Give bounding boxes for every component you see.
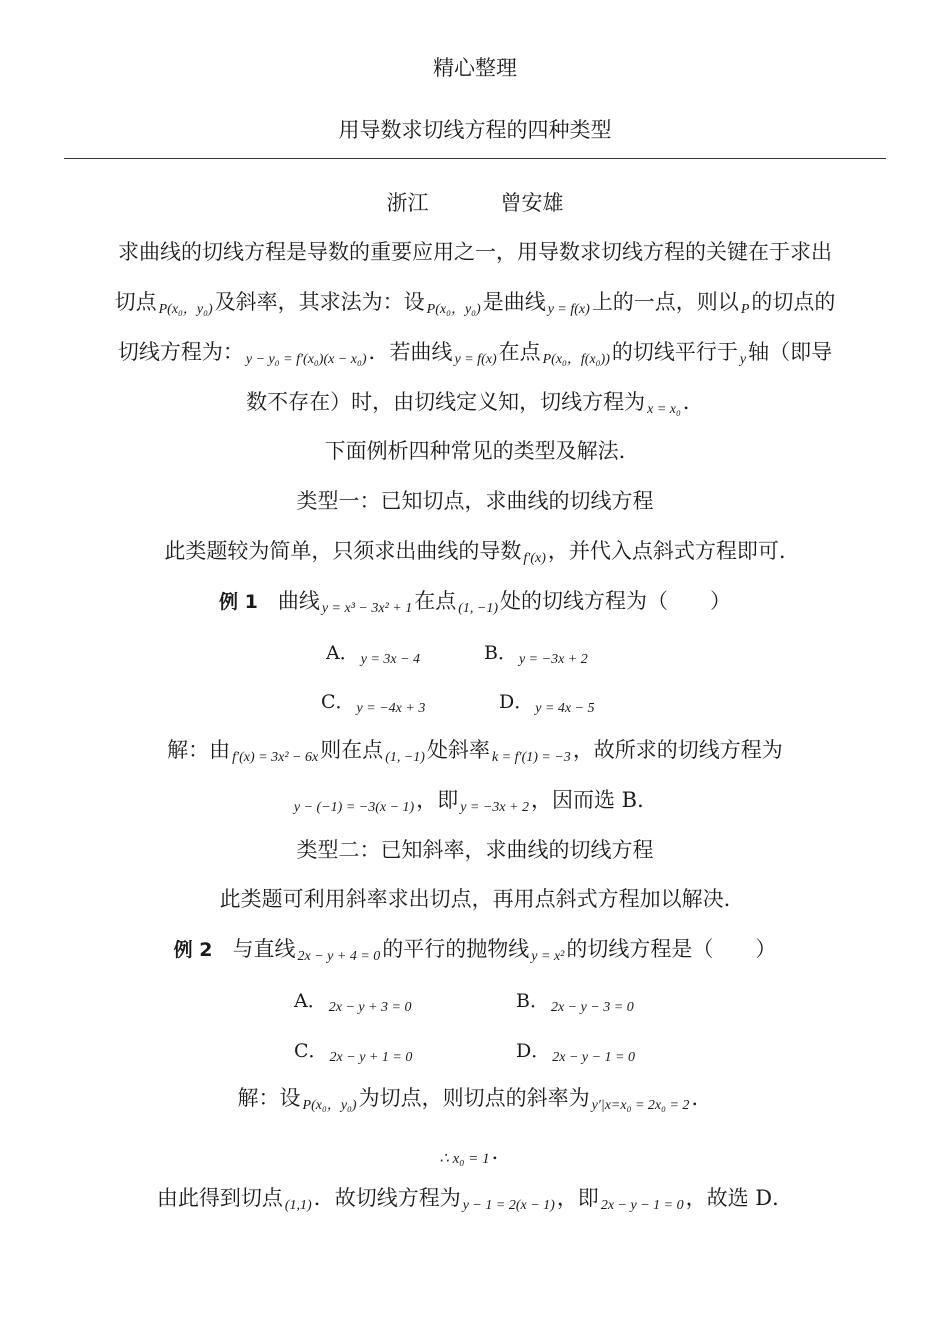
example1-options-row2 [0, 686, 950, 724]
example2-options-row2 [0, 1035, 950, 1073]
option-b: B． y = −3x + 2 [484, 642, 588, 667]
option-c: C． 2x − y + 1 = 0 [294, 1040, 413, 1065]
page-header: 精心整理 [433, 56, 517, 80]
article-title: 用导数求切线方程的四种类型 [338, 118, 612, 142]
example1-solution-1: 解：由 f′(x) = 3x² − 6x则在点 (1, −1)处斜率 k = f′(1) = −3，故所求的切线方程为 [167, 738, 783, 765]
example2-solution-1: 解：设 P(x₀，y₀)为切点，则切点的斜率为 y′|x=x₀ = 2x₀ = 2． [237, 1086, 713, 1113]
option-a: A． y = 3x − 4 [326, 642, 421, 667]
example2-options-row1 [0, 985, 950, 1023]
option-d: D． 2x − y − 1 = 0 [516, 1040, 636, 1065]
author-province: 浙江 [386, 191, 429, 215]
option-a: A． 2x − y + 3 = 0 [294, 990, 412, 1015]
example2-question: 例 2 与直线 2x − y + 4 = 0的平行的抛物线 y = x²的切线方程是（ ） [173, 937, 777, 964]
option-d: D． y = 4x − 5 [499, 691, 595, 716]
example1-solution-2: y − (−1) = −3(x − 1)，即 y = −3x + 2，因而选 B． [293, 788, 659, 815]
type2-description: 此类题可利用斜率求出切点，再用点斜式方程加以解决. [219, 887, 731, 911]
author-line [0, 188, 950, 218]
type1-heading: 类型一：已知切点，求曲线的切线方程 [296, 489, 654, 513]
author-name: 曾安雄 [500, 191, 564, 215]
intro-line-3: 切线方程为： y − y₀ = f′(x₀)(x − x₀)．若曲线 y = f(x)在点 P(x₀，f(x₀))的切线平行于 y轴（即导 [117, 340, 833, 367]
example1-options-row1 [0, 637, 950, 675]
example2-solution-3: 由此得到切点 (1,1)．故切线方程为 y − 1 = 2(x − 1)，即 2x − y − 1 = 0，故选 D． [156, 1186, 794, 1213]
overview: 下面例析四种常见的类型及解法. [324, 439, 626, 463]
option-b: B． 2x − y − 3 = 0 [516, 990, 634, 1015]
title-divider [64, 158, 886, 159]
example2-solution-2: ∴ x₀ = 1． [439, 1140, 513, 1167]
intro-line-2: 切点 P(x₀，y₀)及斜率，其求法为：设 P(x₀，y₀)是曲线 y = f(x)上的一点，则以 P的切点的 [114, 290, 836, 317]
type1-description: 此类题较为简单，只须求出曲线的导数 f′(x)，并代入点斜式方程即可. [164, 539, 786, 566]
example1-question: 例 1 曲线 y = x³ − 3x² + 1在点 (1, −1)处的切线方程为（ ） [218, 589, 732, 616]
intro-line-1: 求曲线的切线方程是导数的重要应用之一，用导数求切线方程的关键在于求出 [118, 240, 832, 264]
type2-heading: 类型二：已知斜率，求曲线的切线方程 [296, 838, 654, 862]
intro-line-4: 数不存在）时，由切线定义知，切线方程为 x = x₀． [246, 390, 704, 417]
option-c: C． y = −4x + 3 [321, 691, 426, 716]
